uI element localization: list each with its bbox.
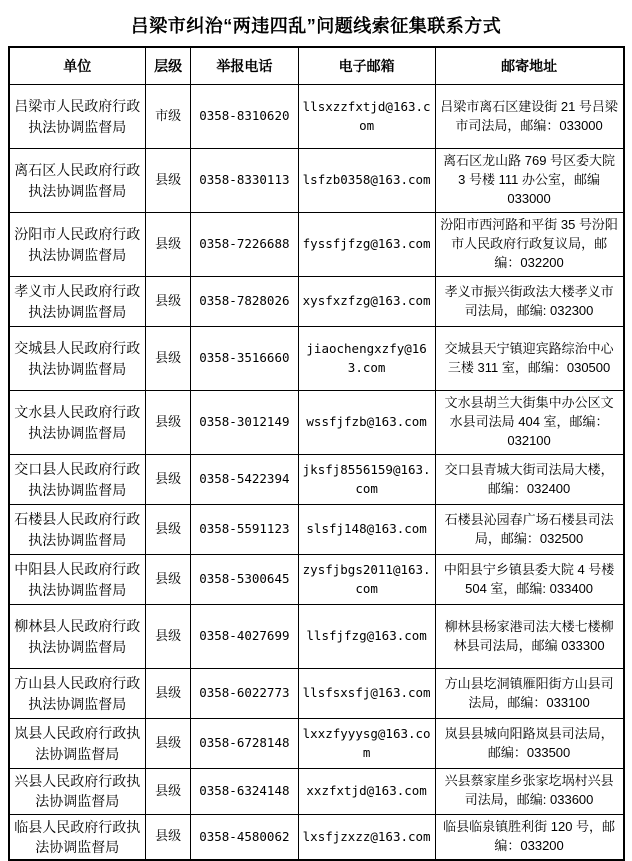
- table-body: [9, 85, 624, 861]
- level-cell: 县级: [146, 505, 191, 555]
- email-cell: xxzfxtjd@163.com: [298, 769, 435, 815]
- unit-cell: 中阳县人民政府行政执法协调监督局: [9, 555, 146, 605]
- contact-table: [8, 46, 625, 861]
- email-cell: wssfjfzb@163.com: [298, 391, 435, 455]
- unit-cell: 汾阳市人民政府行政执法协调监督局: [9, 213, 146, 277]
- unit-cell: 孝义市人民政府行政执法协调监督局: [9, 277, 146, 327]
- unit-cell: 交口县人民政府行政执法协调监督局: [9, 455, 146, 505]
- email-cell: zysfjbgs2011@163.com: [298, 555, 435, 605]
- unit-cell: 岚县人民政府行政执法协调监督局: [9, 719, 146, 769]
- level-cell: 县级: [146, 149, 191, 213]
- table-row: [9, 391, 624, 455]
- address-cell: 汾阳市西河路和平街 35 号汾阳市人民政府行政复议局，邮编：032200: [435, 213, 623, 277]
- table-row: [9, 669, 624, 719]
- phone-cell: 0358-7828026: [191, 277, 298, 327]
- unit-cell: 柳林县人民政府行政执法协调监督局: [9, 605, 146, 669]
- table-row: [9, 327, 624, 391]
- level-cell: 县级: [146, 814, 191, 860]
- email-cell: jksfj8556159@163.com: [298, 455, 435, 505]
- email-cell: lsfzb0358@163.com: [298, 149, 435, 213]
- address-cell: 文水县胡兰大街集中办公区文水县司法局 404 室，邮编：032100: [435, 391, 623, 455]
- email-cell: slsfj148@163.com: [298, 505, 435, 555]
- table-row: [9, 149, 624, 213]
- unit-cell: 文水县人民政府行政执法协调监督局: [9, 391, 146, 455]
- address-cell: 孝义市振兴街政法大楼孝义市司法局，邮编: 032300: [435, 277, 623, 327]
- level-cell: 县级: [146, 719, 191, 769]
- email-cell: lxxzfyyysg@163.com: [298, 719, 435, 769]
- table-row: [9, 719, 624, 769]
- table-row: [9, 555, 624, 605]
- level-cell: 县级: [146, 391, 191, 455]
- address-cell: 离石区龙山路 769 号区委大院 3 号楼 111 办公室，邮编 033000: [435, 149, 623, 213]
- phone-cell: 0358-3516660: [191, 327, 298, 391]
- address-cell: 岚县县城向阳路岚县司法局，邮编：033500: [435, 719, 623, 769]
- phone-cell: 0358-6324148: [191, 769, 298, 815]
- column-header-level: 层级: [146, 47, 191, 85]
- header-row: [9, 47, 624, 85]
- address-cell: 交城县天宁镇迎宾路综治中心三楼 311 室，邮编：030500: [435, 327, 623, 391]
- table-row: [9, 769, 624, 815]
- level-cell: 县级: [146, 455, 191, 505]
- level-cell: 县级: [146, 277, 191, 327]
- email-cell: fyssfjfzg@163.com: [298, 213, 435, 277]
- address-cell: 柳林县杨家港司法大楼七楼柳林县司法局，邮编 033300: [435, 605, 623, 669]
- unit-cell: 方山县人民政府行政执法协调监督局: [9, 669, 146, 719]
- email-cell: jiaochengxzfy@163.com: [298, 327, 435, 391]
- unit-cell: 临县人民政府行政执法协调监督局: [9, 814, 146, 860]
- unit-cell: 交城县人民政府行政执法协调监督局: [9, 327, 146, 391]
- level-cell: 县级: [146, 213, 191, 277]
- unit-cell: 吕梁市人民政府行政执法协调监督局: [9, 85, 146, 149]
- phone-cell: 0358-3012149: [191, 391, 298, 455]
- table-row: [9, 213, 624, 277]
- email-cell: llsfsxsfj@163.com: [298, 669, 435, 719]
- level-cell: 县级: [146, 769, 191, 815]
- email-cell: lxsfjzxzz@163.com: [298, 814, 435, 860]
- table-row: [9, 814, 624, 860]
- unit-cell: 离石区人民政府行政执法协调监督局: [9, 149, 146, 213]
- table-row: [9, 505, 624, 555]
- column-header-phone: 举报电话: [191, 47, 298, 85]
- unit-cell: 石楼县人民政府行政执法协调监督局: [9, 505, 146, 555]
- table-row: [9, 277, 624, 327]
- phone-cell: 0358-6728148: [191, 719, 298, 769]
- level-cell: 县级: [146, 669, 191, 719]
- address-cell: 临县临泉镇胜利街 120 号，邮编：033200: [435, 814, 623, 860]
- address-cell: 方山县圪洞镇雁阳街方山县司法局，邮编：033100: [435, 669, 623, 719]
- column-header-email: 电子邮箱: [298, 47, 435, 85]
- phone-cell: 0358-7226688: [191, 213, 298, 277]
- level-cell: 县级: [146, 605, 191, 669]
- email-cell: xysfxzfzg@163.com: [298, 277, 435, 327]
- phone-cell: 0358-5422394: [191, 455, 298, 505]
- table-row: [9, 455, 624, 505]
- table-row: [9, 605, 624, 669]
- phone-cell: 0358-5300645: [191, 555, 298, 605]
- email-cell: llsfjfzg@163.com: [298, 605, 435, 669]
- phone-cell: 0358-8330113: [191, 149, 298, 213]
- table-row: [9, 85, 624, 149]
- phone-cell: 0358-8310620: [191, 85, 298, 149]
- table-header: [9, 47, 624, 85]
- address-cell: 石楼县沁园春广场石楼县司法局，邮编：032500: [435, 505, 623, 555]
- level-cell: 县级: [146, 327, 191, 391]
- unit-cell: 兴县人民政府行政执法协调监督局: [9, 769, 146, 815]
- phone-cell: 0358-6022773: [191, 669, 298, 719]
- phone-cell: 0358-4580062: [191, 814, 298, 860]
- email-cell: llsxzzfxtjd@163.com: [298, 85, 435, 149]
- address-cell: 兴县蔡家崖乡张家圪埚村兴县司法局，邮编: 033600: [435, 769, 623, 815]
- level-cell: 市级: [146, 85, 191, 149]
- page-title: 吕梁市纠治“两违四乱”问题线索征集联系方式: [130, 16, 502, 36]
- phone-cell: 0358-4027699: [191, 605, 298, 669]
- address-cell: 吕梁市离石区建设街 21 号吕梁市司法局，邮编：033000: [435, 85, 623, 149]
- column-header-unit: 单位: [9, 47, 146, 85]
- phone-cell: 0358-5591123: [191, 505, 298, 555]
- level-cell: 县级: [146, 555, 191, 605]
- address-cell: 中阳县宁乡镇县委大院 4 号楼 504 室，邮编: 033400: [435, 555, 623, 605]
- address-cell: 交口县青城大街司法局大楼，邮编：032400: [435, 455, 623, 505]
- column-header-address: 邮寄地址: [435, 47, 623, 85]
